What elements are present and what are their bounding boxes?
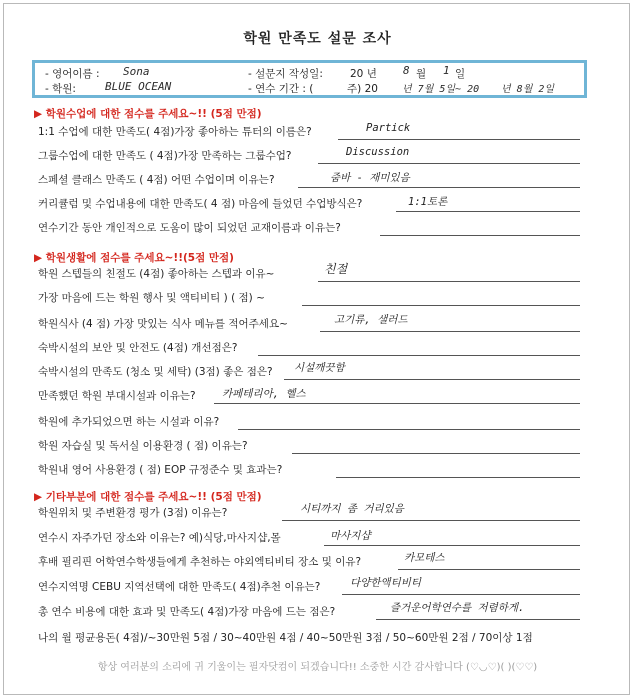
answer-text: 마사지샵 [330,530,371,542]
survey-row [38,262,635,282]
footer-note: 항상 여러분의 소리에 귀 기울이는 필자닷컴이 되겠습니다!! 소중한 시간 감사합니다 (♡◡♡)( )(♡♡) [97,662,538,673]
question-text: 총 연수 비용에 대한 효과 및 만족도( 4점)가장 마음에 드는 점은? [38,606,336,618]
question-text: 만족했던 학원 부대시설과 이유는? [38,390,196,402]
survey-row [38,124,635,140]
date-day: 1 [443,64,450,77]
answer-line [284,379,580,380]
question-text: 가장 마음에 드는 학원 행사 및 액티비티 ) ( 점) ~ [38,292,265,304]
period-from: 년 7월 5일~ 20 [402,84,480,95]
date-year: 20 년 [350,68,377,80]
answer-text: 시티까지 좀 거리있음 [300,503,404,515]
answer-text: 친절 [324,262,348,276]
answer-line [258,355,580,356]
answer-line [376,619,580,620]
answer-text: Partick [366,122,411,134]
question-text: 후배 필리핀 어학연수학생들에게 추천하는 야외엑티비티 장소 및 이유? [38,556,362,568]
question-text: 학원 스텝들의 친절도 (4점) 좋아하는 스텝과 이유~ [38,268,275,280]
question-text: 연수기간 동안 개인적으로 도움이 많이 되었던 교재이름과 이유는? [38,222,341,234]
answer-line [342,594,580,595]
answer-text: 다양한액티비티 [350,577,422,589]
date-day-label: 일 [455,68,466,80]
question-text: 커리큘럼 및 수업내용에 대한 만족도( 4 점) 마음에 들었던 수업방식은? [38,198,363,210]
answer-line [214,403,580,404]
answer-line [320,331,580,332]
answer-line [338,139,580,140]
survey-row [38,438,635,454]
question-text: 1:1 수업에 대한 만족도( 4점)가장 좋아하는 튜터의 이름은? [38,126,312,138]
academy-label: - 학원: [45,83,76,95]
answer-line [302,305,580,306]
question-text: 학원위치 및 주변환경 평가 (3점) 이유는? [38,507,228,519]
question-text: 학원내 영어 사용환경 ( 점) EOP 규정준수 및 효과는? [38,464,283,476]
section2-title: ▶ 학원생활에 점수를 주세요~!!(5점 만점) [34,252,234,264]
survey-row [38,340,635,356]
answer-line [318,163,580,164]
survey-row [38,414,635,430]
survey-row [38,148,635,164]
survey-row [38,364,635,380]
answer-text: 카모테스 [404,552,445,564]
period-label: - 연수 기간 : ( [248,83,314,95]
survey-row [38,462,635,478]
period-weeks: 주) 20 [347,83,378,95]
period-to: 년 8월 2일 [501,84,555,95]
survey-row [38,388,635,404]
answer-line [336,477,580,478]
answer-line [292,453,580,454]
survey-row [38,220,635,236]
date-label: - 설문지 작성일: [248,68,323,80]
question-text: 나의 월 평균용돈( 4점)/~30만원 5점 / 30~40만원 4점 / 40~50만원 3점 / 50~60만원 2점 / 70이상 1점 [38,632,533,644]
survey-row [38,196,635,212]
answer-line [396,211,580,212]
page-title: 학원 만족도 설문 조사 [243,31,392,47]
answer-text: Discussion [346,146,410,158]
answer-line [380,235,580,236]
survey-row [38,630,635,646]
question-text: 연수시 자주가던 장소와 이유는? 예)식당,마사지샵,몰 [38,532,281,544]
section3-title: ▶ 기타부분에 대한 점수를 주세요~!! (5점 만점) [34,491,262,503]
survey-row [38,554,635,570]
info-box [32,60,587,98]
survey-row [38,579,635,595]
question-text: 그룹수업에 대한 만족도 ( 4점)가장 만족하는 그룹수업? [38,150,292,162]
survey-row [38,604,635,620]
answer-line [282,520,580,521]
question-text: 연수지역명 CEBU 지역선택에 대한 만족도( 4점)추천 이유는? [38,581,321,593]
eng-name-label: - 영어이름 : [45,68,100,80]
section1-title: ▶ 학원수업에 대한 점수를 주세요~!! (5점 만점) [34,108,262,120]
answer-text: 시설깨끗함 [294,362,345,374]
answer-text: 카페테리아, 헬스 [222,388,306,400]
answer-line [318,281,580,282]
answer-text: 줌바 - 재미있음 [330,172,410,184]
answer-line [324,545,580,546]
survey-row [38,172,635,188]
answer-line [298,187,580,188]
academy-value: BLUE OCEAN [105,80,172,93]
date-month-label: 월 [416,68,427,80]
survey-row [38,316,635,332]
question-text: 숙박시설의 만족도 (청소 및 세탁) (3점) 좋은 점은? [38,366,273,378]
answer-line [238,429,580,430]
question-text: 숙박시설의 보안 및 안전도 (4점) 개선점은? [38,342,238,354]
date-month: 8 [403,64,410,77]
survey-row [38,290,635,306]
answer-text: 고기류, 샐러드 [334,314,408,326]
answer-text: 1:1토론 [408,196,448,208]
question-text: 학원에 추가되었으면 하는 시설과 이유? [38,416,220,428]
survey-row [38,505,635,521]
survey-row [38,530,635,546]
question-text: 스페셜 클래스 만족도 ( 4점) 어떤 수업이며 이유는? [38,174,275,186]
question-text: 학원식사 (4 점) 가장 맛있는 식사 메뉴를 적어주세요~ [38,318,288,330]
answer-text: 즐거운어학연수를 저렴하게. [390,602,525,614]
eng-name-value: Sona [123,65,150,78]
question-text: 학원 자습실 및 독서실 이용환경 ( 점) 이유는? [38,440,248,452]
answer-line [398,569,580,570]
